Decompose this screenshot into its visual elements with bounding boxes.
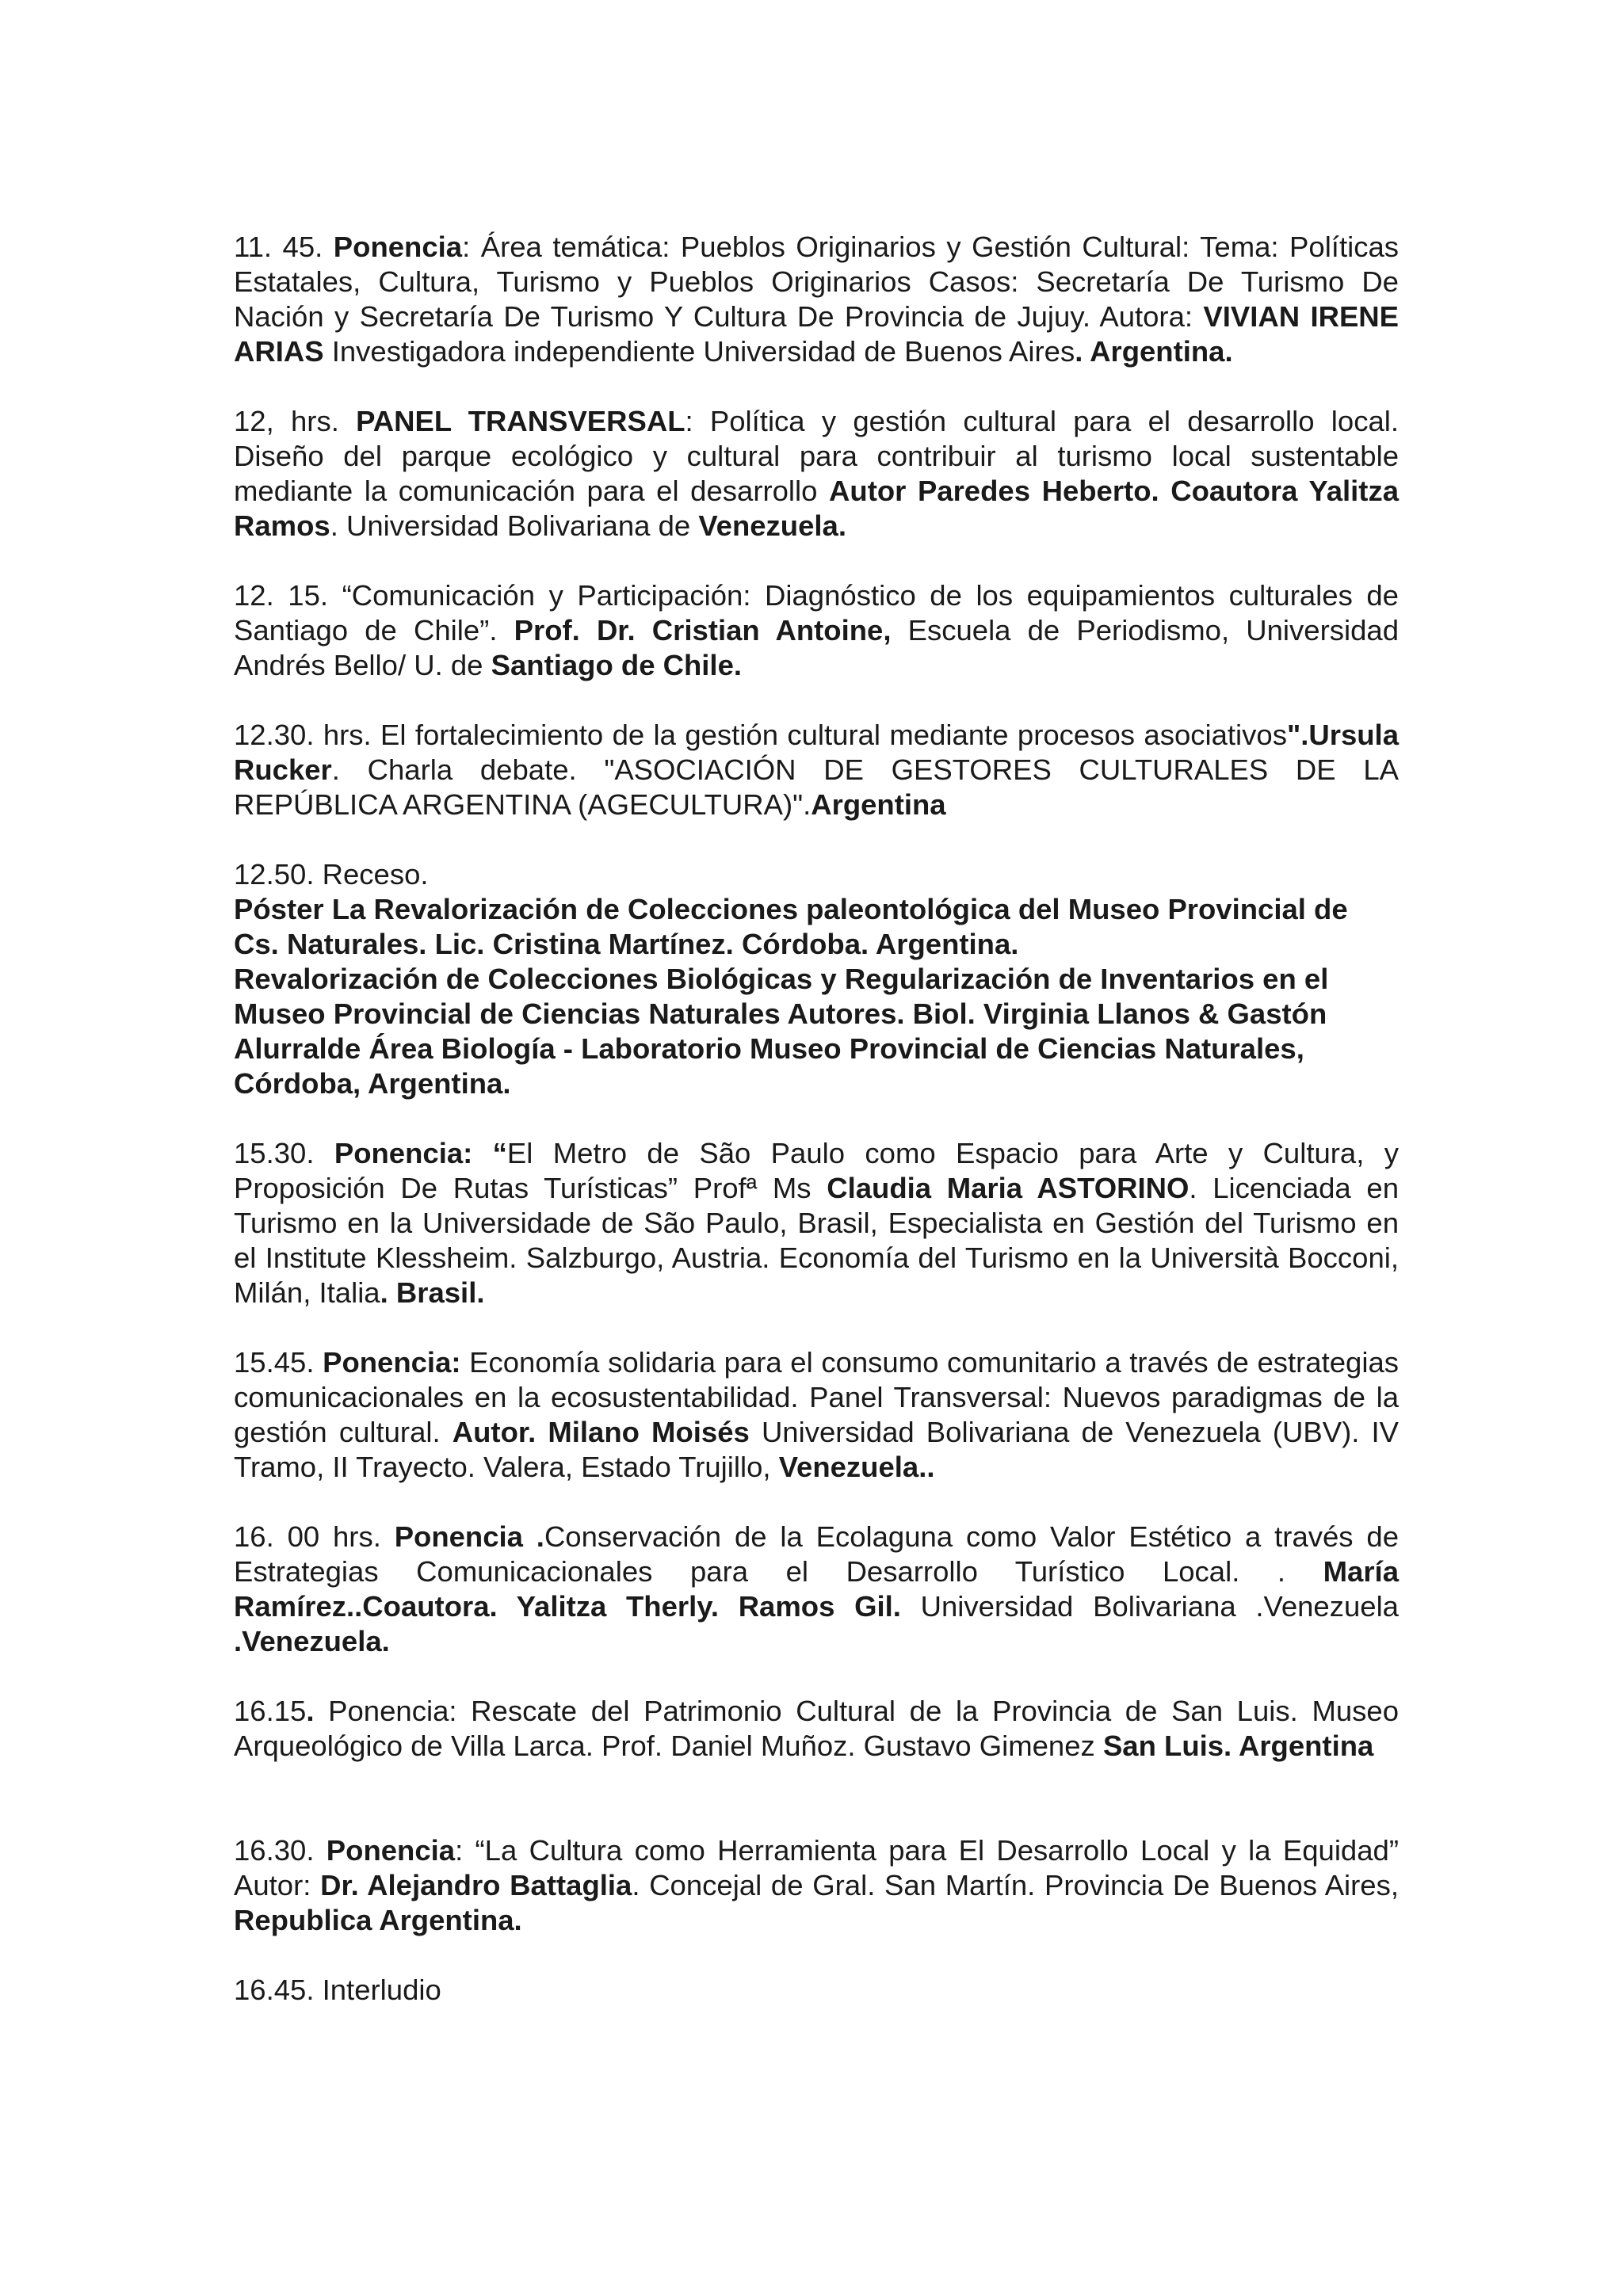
- paragraph-gap: [234, 543, 1399, 578]
- entry-text: María Ramírez..Coautora. Yalitza Therly. Ramos Gil.: [234, 1555, 1399, 1623]
- entry-text: 16.30.: [234, 1834, 327, 1867]
- paragraph-gap: [234, 1764, 1399, 1833]
- entry-text: El Metro de São Paulo como Espacio para Arte y Cultura, y Proposición De Rutas Turísticas” Profª Ms: [234, 1137, 1399, 1204]
- program-entry-1200: [234, 404, 1399, 543]
- entry-text: Venezuela.: [698, 509, 846, 542]
- entry-text: 12.30. hrs. El fortalecimiento de la gestión cultural mediante procesos asociativos: [234, 719, 1287, 751]
- poster-entry-biologicas: [234, 962, 1399, 1101]
- entry-text: 12.50. Receso.: [234, 858, 429, 891]
- entry-text: .: [306, 1695, 315, 1727]
- entry-text: Conservación de la Ecolaguna como Valor Estético a través de Estrategias Comunicacionales para el Desarrollo Turístico Local. .: [234, 1520, 1399, 1588]
- program-entry-1145: [234, 230, 1399, 369]
- paragraph-gap: [234, 1938, 1399, 1973]
- entry-text: Ponencia: “: [334, 1137, 507, 1169]
- program-entry-1215: [234, 578, 1399, 683]
- program-entry-1600: [234, 1520, 1399, 1659]
- entry-text: Universidad Bolivariana .Venezuela: [900, 1590, 1399, 1623]
- entry-text: Ponencia: [333, 231, 463, 263]
- program-entry-1615: [234, 1694, 1399, 1764]
- entry-text: Autor. Milano Moisés: [452, 1416, 750, 1448]
- entry-text: Ponencia:: [323, 1346, 461, 1379]
- entry-text: VIVIAN IRENE ARIAS: [234, 300, 1399, 368]
- entry-text: 15.45.: [234, 1346, 323, 1379]
- paragraph-gap: [234, 822, 1399, 857]
- entry-text: Póster La Revalorización de Colecciones paleontológica del Museo Provincial de Cs. Naturales. Lic. Cristina Martínez. Córdoba. Argentina.: [234, 893, 1348, 960]
- entry-text: Prof. Dr. Cristian Antoine,: [514, 614, 892, 646]
- entry-text: Claudia Maria ASTORINO: [827, 1172, 1190, 1204]
- entry-text: 11. 45.: [234, 231, 334, 263]
- entry-text: . Brasil.: [380, 1276, 485, 1309]
- entry-text: Universidad Bolivariana de Venezuela (UBV). IV Tramo, II Trayecto. Valera, Estado Trujillo,: [234, 1416, 1399, 1483]
- entry-text: Venezuela..: [778, 1451, 935, 1483]
- paragraph-gap: [234, 1310, 1399, 1345]
- entry-text: 12. 15. “Comunicación y Participación: Diagnóstico de los equipamientos culturales de Santiago de Chile”.: [234, 579, 1399, 646]
- entry-text: . Concejal de Gral. San Martín. Provincia De Buenos Aires,: [632, 1869, 1399, 1901]
- entry-text: Escuela de Periodismo, Universidad Andrés Bello/ U. de: [234, 614, 1399, 681]
- entry-text: 12, hrs.: [234, 405, 357, 437]
- program-entry-1230: [234, 718, 1399, 822]
- entry-text: : Política y gestión cultural para el desarrollo local. Diseño del parque ecológico y cultural para contribuir al turismo local sustentable mediante la comunicación para el desarrollo: [234, 405, 1399, 507]
- entry-text: Ponencia .: [394, 1520, 544, 1553]
- entry-text: Autor Paredes Heberto. Coautora Yalitza Ramos: [234, 475, 1399, 542]
- entry-text: Ponencia: [326, 1834, 456, 1867]
- paragraph-gap: [234, 683, 1399, 718]
- entry-text: 15.30.: [234, 1137, 334, 1169]
- entry-text: . Argentina.: [1075, 335, 1233, 368]
- entry-text: Economía solidaria para el consumo comunitario a través de estrategias comunicacionales en la ecosustentabilidad. Panel Transversal: Nuevos paradigmas de la gestión cultural.: [234, 1346, 1399, 1448]
- program-entry-1545: [234, 1345, 1399, 1485]
- program-entry-1530: [234, 1136, 1399, 1310]
- poster-entry-paleontologica: [234, 892, 1399, 962]
- entry-text: Dr. Alejandro Battaglia: [320, 1869, 632, 1901]
- entry-text: 16.45. Interludio: [234, 1974, 441, 2006]
- entry-text: 16. 00 hrs.: [234, 1520, 395, 1553]
- entry-text: . Licenciada en Turismo en la Universidade de São Paulo, Brasil, Especialista en Gestión del Turismo en el Institute Klessheim. Salzburgo, Austria. Economía del Turismo en la Università Bocconi, Milán, Italia: [234, 1172, 1399, 1309]
- entry-text: Santiago de Chile.: [491, 649, 743, 681]
- entry-text: PANEL TRANSVERSAL: [356, 405, 685, 437]
- entry-text: Argentina: [811, 788, 946, 821]
- entry-text: . Charla debate. "ASOCIACIÓN DE GESTORES CULTURALES DE LA REPÚBLICA ARGENTINA (AGECULTURA)".: [234, 753, 1399, 821]
- entry-text: Republica Argentina.: [234, 1904, 522, 1936]
- entry-text: San Luis. Argentina: [1102, 1730, 1374, 1762]
- entry-text: Revalorización de Colecciones Biológicas y Regularización de Inventarios en el Museo Provincial de Ciencias Naturales Autores. Biol. Virginia Llanos & Gastón Alurralde Área Biología - Laboratorio Museo Provincial de Ciencias Naturales, Córdoba, Argentina.: [234, 963, 1329, 1100]
- entry-text: 16.15: [234, 1695, 307, 1727]
- entry-text: : Área temática: Pueblos Originarios y Gestión Cultural: Tema: Políticas Estatales, Cultura, Turismo y Pueblos Originarios Casos: Secretaría De Turismo De Nación y Secretaría De Turismo Y Cultura De Provincia de Jujuy. Autora:: [234, 231, 1399, 333]
- entry-text: . Universidad Bolivariana de: [330, 509, 699, 542]
- entry-text: Investigadora independiente Universidad de Buenos Aires: [323, 335, 1075, 368]
- entry-text: ".Ursula Rucker: [234, 719, 1399, 786]
- paragraph-gap: [234, 1101, 1399, 1136]
- entry-text: .Venezuela.: [234, 1625, 390, 1657]
- paragraph-gap: [234, 369, 1399, 404]
- paragraph-gap: [234, 1485, 1399, 1520]
- entry-text: Ponencia: Rescate del Patrimonio Cultural de la Provincia de San Luis. Museo Arqueológico de Villa Larca. Prof. Daniel Muñoz. Gustavo Gimenez: [234, 1695, 1399, 1762]
- program-entry-1630: [234, 1833, 1399, 1938]
- entry-text: : “La Cultura como Herramienta para El Desarrollo Local y la Equidad” Autor:: [234, 1834, 1399, 1901]
- paragraph-gap: [234, 1659, 1399, 1694]
- program-entry-1645: [234, 1973, 1399, 2008]
- document-page: [234, 230, 1399, 2008]
- program-entry-1250: [234, 857, 1399, 892]
